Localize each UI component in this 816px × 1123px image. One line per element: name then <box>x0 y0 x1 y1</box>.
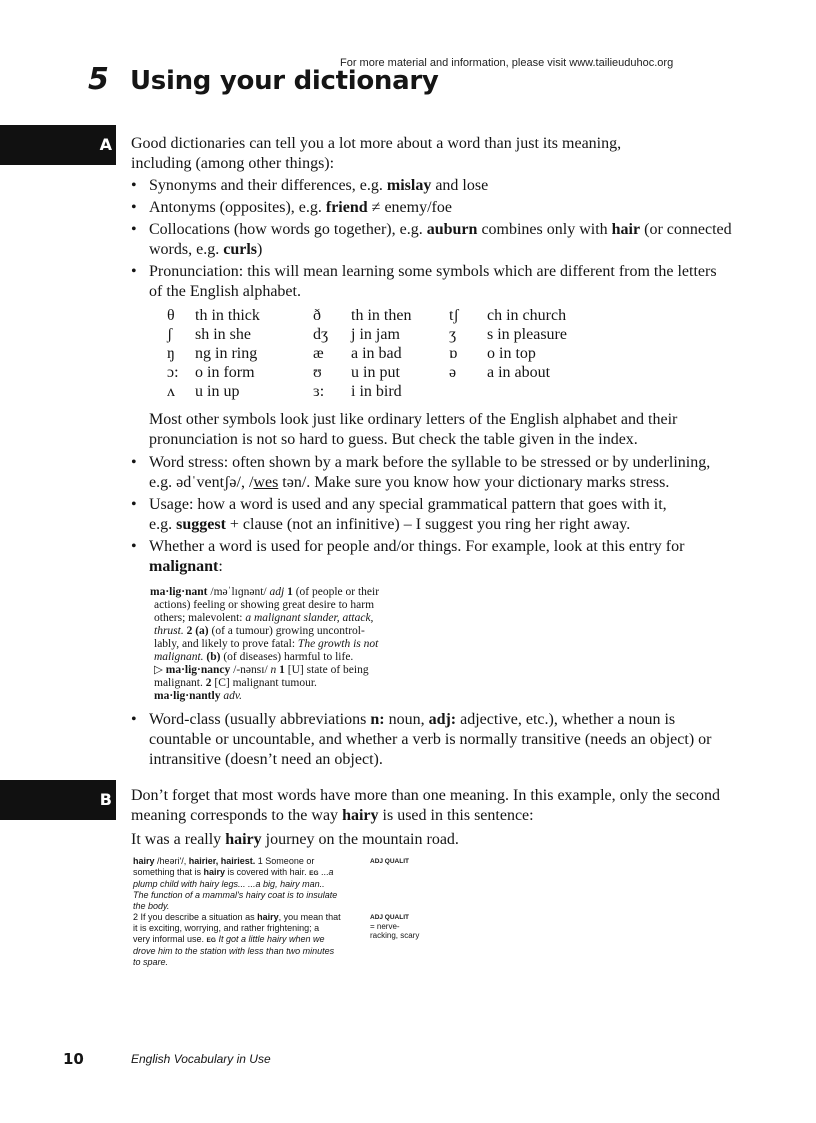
bullet-people-things: • Whether a word is used for people and/or things. For example, look at this entry for malignant: <box>131 537 771 577</box>
bullet-word-stress: • Word stress: often shown by a mark before the syllable to be stressed or by underlining, e.g. ədˈventʃə/, /wes tən/. Make sure you know how your dictionary marks stress. <box>131 453 771 495</box>
entry-line: the body. <box>133 901 170 911</box>
phonetic-symbol <box>449 383 487 402</box>
bullet-antonyms: • Antonyms (opposites), e.g. friend ≠ enemy/foe <box>131 198 771 220</box>
phonetic-symbol: dʒ <box>313 326 329 343</box>
malignant-dictionary-entry <box>150 586 420 703</box>
symbol-example: o in form <box>195 364 255 381</box>
entry-line: hairy /heəriʹ/, hairier, hairiest. 1 Someone or <box>133 856 315 866</box>
bullet-usage: • Usage: how a word is used and any special grammatical pattern that goes with it, e.g. suggest + clause (not an infinitive) – I suggest you ring her right away. <box>131 495 771 537</box>
symbol-example: s in pleasure <box>487 326 567 343</box>
phonetic-symbol: ʒ <box>449 326 457 343</box>
bullet-word-class: • Word-class (usually abbreviations n: noun, adj: adjective, etc.), whether a noun is countable or uncountable, and whether a verb is normally transitive (needs an object) or intransitive (doesn’t need an object). <box>131 710 771 770</box>
symbol-example: u in up <box>195 383 240 400</box>
phonetic-symbol: θ <box>167 307 175 324</box>
entry-line: ma·lig·nantly adv. <box>154 690 242 702</box>
symbols-note: Most other symbols look just like ordinary letters of the English alphabet and their pronunciation is not so hard to guess. But check the table given in the index. <box>149 411 678 448</box>
book-title: English Vocabulary in Use <box>131 1052 271 1066</box>
symbol-example: i in bird <box>351 383 402 400</box>
symbol-row <box>167 326 567 345</box>
entry-line: The function of a mammal's hairy coat is to insulate <box>133 890 338 900</box>
bullet-list-b <box>131 453 771 577</box>
entry-line: others; malevolent: a malignant slander, attack, <box>154 612 374 624</box>
synonym-label: = nerve- racking, scary <box>370 922 420 940</box>
phonetic-symbol: ʃ <box>167 326 173 343</box>
phonetic-symbol: æ <box>313 345 324 362</box>
entry-line: to spare. <box>133 957 169 967</box>
section-a-intro <box>131 134 771 174</box>
symbol-example: th in thick <box>195 307 260 324</box>
phonetic-symbol: ɒ <box>449 345 458 362</box>
unit-number: 5 <box>88 62 109 97</box>
entry-line: lably, and likely to prove fatal: The growth is not <box>154 638 379 650</box>
symbol-row <box>167 364 567 383</box>
page-number: 10 <box>63 1050 84 1068</box>
entry-line: plump child with hairy legs... ...a big, hairy man.. <box>133 879 325 889</box>
entry-line: ma·lig·nant /məˈlɪɡnənt/ adj 1 (of people or their <box>150 586 380 598</box>
entry-line: actions) feeling or showing great desire to harm <box>154 599 375 611</box>
phonetic-symbol: tʃ <box>449 307 459 324</box>
entry-line: something that is hairy is covered with hair. EG ...a <box>133 867 334 877</box>
symbol-example: a in bad <box>351 345 402 362</box>
section-a-letter: A <box>99 135 112 154</box>
hairy-entry-sense-2 <box>133 912 365 968</box>
symbol-row <box>167 307 567 326</box>
phonetic-symbol: ɜ: <box>313 383 325 400</box>
symbol-example: sh in she <box>195 326 251 343</box>
phonetic-symbol: ŋ <box>167 345 175 362</box>
symbol-row <box>167 345 567 364</box>
symbol-row <box>167 383 567 402</box>
symbol-example: ch in church <box>487 307 567 324</box>
entry-line: very informal use. EG It got a little hairy when we <box>133 934 325 944</box>
symbol-example <box>487 383 567 402</box>
entry-line: 2 If you describe a situation as hairy, you mean that <box>133 912 341 922</box>
symbol-example: a in about <box>487 364 551 381</box>
bullet-synonyms: • Synonyms and their differences, e.g. mislay and lose <box>131 176 771 198</box>
phonetic-symbol: ɔ: <box>167 364 179 381</box>
entry-line: ▷ ma·lig·nancy /-nənsɪ/ n 1 [U] state of being <box>154 664 369 676</box>
entry-line: malignant. (b) (of diseases) harmful to life. <box>154 651 354 663</box>
intro-line-1: Good dictionaries can tell you a lot more about a word than just its meaning, <box>131 135 622 152</box>
phonetic-symbol: ə <box>449 364 457 381</box>
section-b-tab <box>0 780 116 820</box>
bullet-list-a <box>131 176 771 302</box>
grammar-label-1: ADJ QUALIT <box>370 858 409 865</box>
bullet-pronunciation: • Pronunciation: this will mean learning some symbols which are different from the letters of the English alphabet. <box>131 262 771 302</box>
section-b-text: Don’t forget that most words have more than one meaning. In this example, only the second meaning corresponds to the way hairy is used in this sentence: It was a really hairy journey on the mountain road. <box>131 787 721 848</box>
phonetic-symbol: ʊ <box>313 364 322 381</box>
phonetic-symbol: ʌ <box>167 383 175 400</box>
phonetic-symbols-table <box>167 307 567 402</box>
hairy-entry-sense-1 <box>133 856 365 912</box>
symbol-example: o in top <box>487 345 536 362</box>
bullet-list-c <box>131 710 771 770</box>
section-b-letter: B <box>99 790 112 809</box>
section-a-tab <box>0 125 116 165</box>
entry-line: it is exciting, worrying, and rather frightening; a <box>133 923 320 933</box>
symbol-example: th in then <box>351 307 412 324</box>
intro-line-2: including (among other things): <box>131 155 335 172</box>
symbol-example: ng in ring <box>195 345 258 362</box>
entry-line: drove him to the station with less than two minutes <box>133 946 335 956</box>
bullet-collocations: • Collocations (how words go together), e.g. auburn combines only with hair (or connected words, e.g. curls) <box>131 220 771 262</box>
entry-line: thrust. 2 (a) (of a tumour) growing uncontrol- <box>154 625 365 637</box>
entry-line: malignant. 2 [C] malignant tumour. <box>154 677 317 689</box>
header-note: For more material and information, please visit www.tailieuduhoc.org <box>340 57 674 69</box>
symbol-example: j in jam <box>351 326 400 343</box>
page-title: Using your dictionary <box>130 66 439 96</box>
phonetic-symbol: ð <box>313 307 321 324</box>
symbol-example: u in put <box>351 364 400 381</box>
grammar-label-2: ADJ QUALIT <box>370 914 409 921</box>
